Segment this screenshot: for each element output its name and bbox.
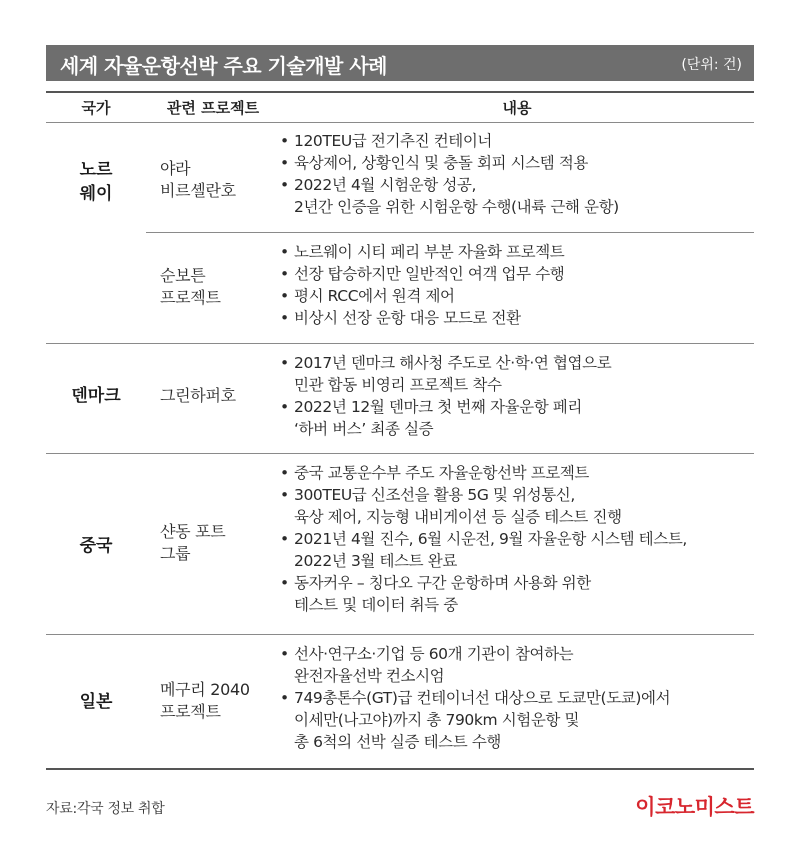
project-details [280, 130, 750, 218]
project-name: 그린하퍼호 [160, 386, 236, 405]
row-divider [46, 343, 754, 344]
table-top-rule [46, 91, 754, 93]
table-bottom-rule [46, 768, 754, 770]
column-header-project: 관련 프로젝트 [166, 99, 260, 117]
detail-item: • 749총톤수(GT)급 컨테이너선 대상으로 도쿄만(도쿄)에서 이세만(나고야)까지 총 790km 시험운항 및 총 6척의 선박 실증 테스트 수행 [280, 687, 750, 753]
detail-item: • 300TEU급 신조선을 활용 5G 및 위성통신, 육상 제어, 지능형 내비게이션 등 실증 테스트 진행 [280, 484, 750, 528]
detail-item: • 120TEU급 전기추진 컨테이너 [280, 130, 750, 152]
title-bar [46, 45, 754, 81]
project-details [280, 643, 750, 753]
project-details [280, 241, 750, 329]
country-denmark: 덴마크 [71, 386, 121, 406]
project-details [280, 352, 750, 440]
detail-item: • 2017년 덴마크 해사청 주도로 산·학·연 협엽으로 민관 합동 비영리 프로젝트 착수 [280, 352, 750, 396]
project-name: 메구리 2040 프로젝트 [160, 680, 250, 721]
source-note: 자료:각국 정보 취합 [46, 801, 165, 817]
brand-logo: 이코노미스트 [635, 795, 754, 819]
detail-item: • 평시 RCC에서 원격 제어 [280, 285, 750, 307]
detail-item: • 2022년 12월 덴마크 첫 번째 자율운항 페리 ‘하버 버스’ 최종 실증 [280, 396, 750, 440]
row-divider [46, 634, 754, 635]
country-japan: 일본 [79, 692, 113, 712]
unit-label: (단위: 건) [681, 57, 742, 73]
column-header-content: 내용 [502, 99, 532, 117]
country-china: 중국 [79, 536, 113, 556]
header-rule [46, 122, 754, 123]
project-details [280, 462, 750, 616]
country-norway: 노르 웨이 [79, 160, 113, 204]
row-divider [146, 232, 754, 233]
detail-item: • 육상제어, 상황인식 및 충돌 회피 시스템 적용 [280, 152, 750, 174]
detail-item: • 비상시 선장 운항 대응 모드로 전환 [280, 307, 750, 329]
detail-item: • 선사·연구소·기업 등 60개 기관이 참여하는 완전자율선박 컨소시엄 [280, 643, 750, 687]
detail-item: • 노르웨이 시티 페리 부분 자율화 프로젝트 [280, 241, 750, 263]
project-name: 순보튼 프로젝트 [160, 266, 221, 307]
detail-item: • 2021년 4월 진수, 6월 시운전, 9월 자율운항 시스템 테스트, 2022년 3월 테스트 완료 [280, 528, 750, 572]
page-title: 세계 자율운항선박 주요 기술개발 사례 [60, 54, 387, 78]
detail-item: • 동자커우 – 칭다오 구간 운항하며 사용화 위한 테스트 및 데이터 취득 중 [280, 572, 750, 616]
project-name: 샨동 포트 그룹 [160, 522, 226, 563]
detail-item: • 2022년 4월 시험운항 성공, 2년간 인증을 위한 시험운항 수행(내륙 근해 운항) [280, 174, 750, 218]
detail-item: • 선장 탑승하지만 일반적인 여객 업무 수행 [280, 263, 750, 285]
project-name: 야라 비르셸란호 [160, 159, 236, 200]
column-header-country: 국가 [81, 99, 111, 117]
detail-item: • 중국 교통운수부 주도 자율운항선박 프로젝트 [280, 462, 750, 484]
row-divider [46, 453, 754, 454]
